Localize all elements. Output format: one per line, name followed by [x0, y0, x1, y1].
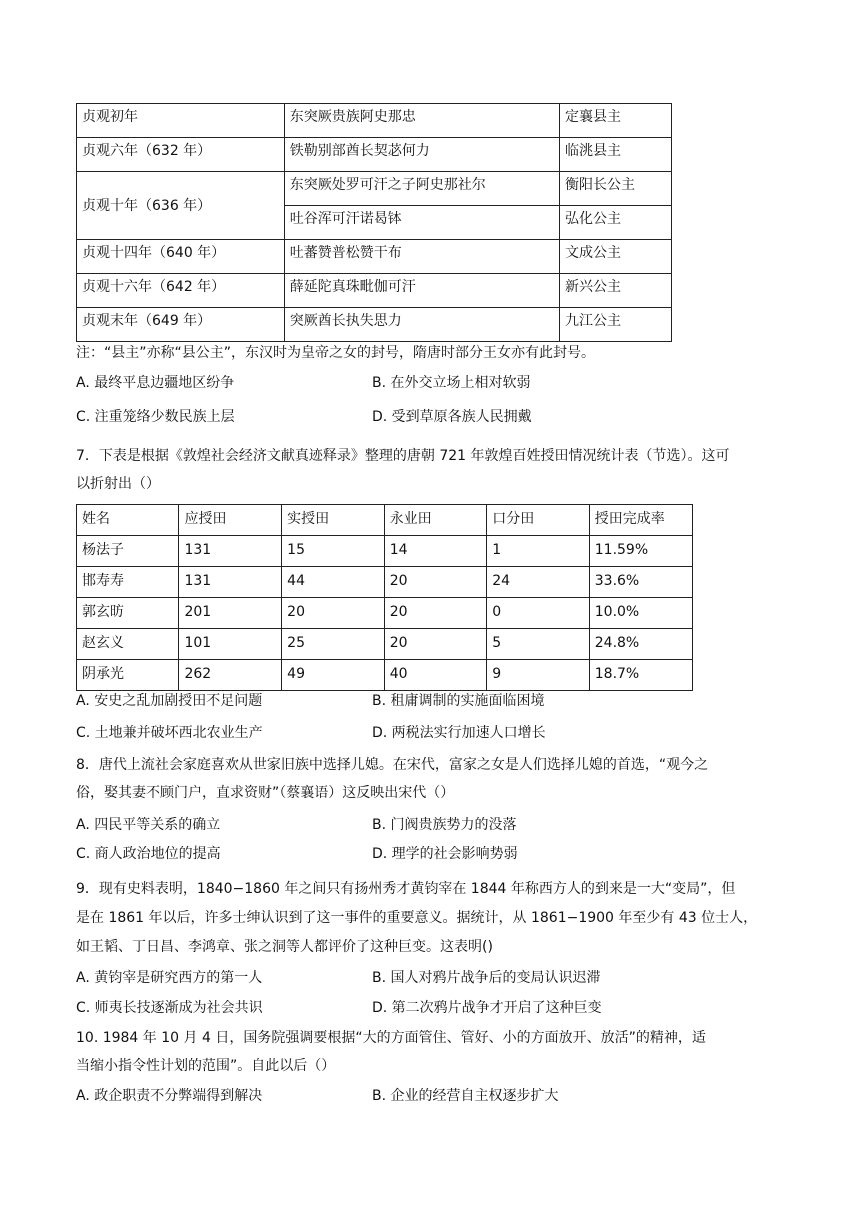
table-row: [77, 567, 693, 598]
q8-option-d[interactable]: D. 理学的社会影响势弱: [372, 846, 518, 862]
marriage-alliance-table: [76, 103, 672, 342]
q10-stem-line2: 当缩小指令性计划的范围”。自此以后（）: [76, 1058, 336, 1074]
table-row: [77, 629, 693, 660]
q9-option-a[interactable]: A. 黄钧宰是研究西方的第一人: [76, 970, 263, 986]
table-cell: 阴承光: [77, 660, 179, 691]
column-header: 永业田: [384, 505, 487, 536]
q6-option-a[interactable]: A. 最终平息边疆地区纷争: [76, 375, 235, 391]
table-row: [77, 138, 672, 172]
q8-stem-line2: 俗，娶其妻不顾门户，直求资财”（蔡襄语）这反映出宋代（）: [76, 785, 455, 801]
table-row: [77, 274, 672, 308]
table-cell: 邯寿寿: [77, 567, 179, 598]
table-row: [77, 598, 693, 629]
table-cell: 东突厥处罗可汗之子阿史那社尔: [284, 172, 559, 206]
table-cell: 201: [179, 598, 282, 629]
q7-option-b[interactable]: B. 租庸调制的实施面临困境: [372, 693, 545, 709]
table-row: [77, 308, 672, 342]
table-cell: 262: [179, 660, 282, 691]
table-cell: 24.8%: [589, 629, 692, 660]
q9-stem-line3: 如王韬、丁日昌、李鸿章、张之洞等人都评价了这种巨变。这表明(): [76, 939, 493, 955]
q7-stem-line2: 以折射出（）: [76, 476, 160, 492]
table-cell: 定襄县主: [560, 104, 672, 138]
q10-option-a[interactable]: A. 政企职责不分弊端得到解决: [76, 1088, 263, 1104]
table-row: [77, 660, 693, 691]
table-cell: 24: [487, 567, 590, 598]
table-cell: 33.6%: [589, 567, 692, 598]
q6-option-c[interactable]: C. 注重笼络少数民族上层: [76, 409, 235, 425]
q10-stem-line1: 10. 1984 年 10 月 4 日，国务院强调要根据“大的方面管住、管好、小的方面放开、放活”的精神，适: [76, 1030, 706, 1046]
table-header-row: [77, 505, 693, 536]
q8-option-a[interactable]: A. 四民平等关系的确立: [76, 817, 221, 833]
q7-option-a[interactable]: A. 安史之乱加剧授田不足问题: [76, 693, 263, 709]
table-cell: 101: [179, 629, 282, 660]
table-cell: 49: [282, 660, 385, 691]
table-cell: 贞观十年（636 年）: [77, 172, 285, 240]
table-cell: 文成公主: [560, 240, 672, 274]
q9-option-d[interactable]: D. 第二次鸦片战争才开启了这种巨变: [372, 1000, 602, 1016]
table-cell: 0: [487, 598, 590, 629]
table-cell: 弘化公主: [560, 206, 672, 240]
column-header: 应授田: [179, 505, 282, 536]
table-cell: 杨法子: [77, 536, 179, 567]
column-header: 实授田: [282, 505, 385, 536]
table-cell: 20: [384, 629, 487, 660]
table-cell: 1: [487, 536, 590, 567]
table-cell: 14: [384, 536, 487, 567]
table-cell: 贞观末年（649 年）: [77, 308, 285, 342]
table-cell: 11.59%: [589, 536, 692, 567]
q9-stem-line2: 是在 1861 年以后，许多士绅认识到了这一事件的重要意义。据统计，从 1861−1900 年至少有 43 位士人，: [76, 910, 758, 926]
table-note: 注：“县主”亦称“县公主”，东汉时为皇帝之女的封号，隋唐时部分王女亦有此封号。: [76, 345, 596, 361]
q7-option-d[interactable]: D. 两税法实行加速人口增长: [372, 725, 546, 741]
table-cell: 5: [487, 629, 590, 660]
table-cell: 贞观初年: [77, 104, 285, 138]
q6-option-b[interactable]: B. 在外交立场上相对软弱: [372, 375, 531, 391]
table-cell: 131: [179, 567, 282, 598]
table-cell: 9: [487, 660, 590, 691]
table-cell: 吐蕃赞普松赞干布: [284, 240, 559, 274]
table-cell: 突厥酋长执失思力: [284, 308, 559, 342]
table-cell: 铁勒别部酋长契苾何力: [284, 138, 559, 172]
q10-option-b[interactable]: B. 企业的经营自主权逐步扩大: [372, 1088, 559, 1104]
column-header: 姓名: [77, 505, 179, 536]
land-allocation-table: [76, 504, 693, 691]
table-cell: 40: [384, 660, 487, 691]
table-cell: 10.0%: [589, 598, 692, 629]
table-row: [77, 536, 693, 567]
table-cell: 贞观六年（632 年）: [77, 138, 285, 172]
column-header: 口分田: [487, 505, 590, 536]
q6-option-d[interactable]: D. 受到草原各族人民拥戴: [372, 409, 532, 425]
table-row: [77, 172, 672, 206]
table-cell: 郭玄昉: [77, 598, 179, 629]
table-cell: 18.7%: [589, 660, 692, 691]
q9-option-c[interactable]: C. 师夷长技逐渐成为社会共识: [76, 1000, 263, 1016]
table-cell: 131: [179, 536, 282, 567]
table-cell: 20: [384, 598, 487, 629]
q8-stem-line1: 8．唐代上流社会家庭喜欢从世家旧族中选择儿媳。在宋代，富家之女是人们选择儿媳的首选，“观今之: [76, 757, 709, 773]
q9-option-b[interactable]: B. 国人对鸦片战争后的变局认识迟滞: [372, 970, 601, 986]
table-cell: 新兴公主: [560, 274, 672, 308]
table-cell: 吐谷浑可汗诺曷钵: [284, 206, 559, 240]
table-cell: 东突厥贵族阿史那忠: [284, 104, 559, 138]
table-cell: 贞观十六年（642 年）: [77, 274, 285, 308]
table-cell: 赵玄义: [77, 629, 179, 660]
table-cell: 25: [282, 629, 385, 660]
table-row: [77, 240, 672, 274]
table-cell: 20: [384, 567, 487, 598]
table-cell: 临洮县主: [560, 138, 672, 172]
table-cell: 贞观十四年（640 年）: [77, 240, 285, 274]
table-row: [77, 104, 672, 138]
q8-option-b[interactable]: B. 门阀贵族势力的没落: [372, 817, 517, 833]
column-header: 授田完成率: [589, 505, 692, 536]
q8-option-c[interactable]: C. 商人政治地位的提高: [76, 846, 221, 862]
q7-stem-line1: 7．下表是根据《敦煌社会经济文献真迹释录》整理的唐朝 721 年敦煌百姓授田情况统计表（节选）。这可: [76, 448, 730, 464]
table-cell: 20: [282, 598, 385, 629]
table-cell: 薛延陀真珠毗伽可汗: [284, 274, 559, 308]
table-cell: 44: [282, 567, 385, 598]
table-cell: 15: [282, 536, 385, 567]
table-cell: 衡阳长公主: [560, 172, 672, 206]
table-cell: 九江公主: [560, 308, 672, 342]
q9-stem-line1: 9．现有史料表明，1840−1860 年之间只有扬州秀才黄钧宰在 1844 年称西方人的到来是一大“变局”，但: [76, 881, 736, 897]
q7-option-c[interactable]: C. 土地兼并破坏西北农业生产: [76, 725, 263, 741]
